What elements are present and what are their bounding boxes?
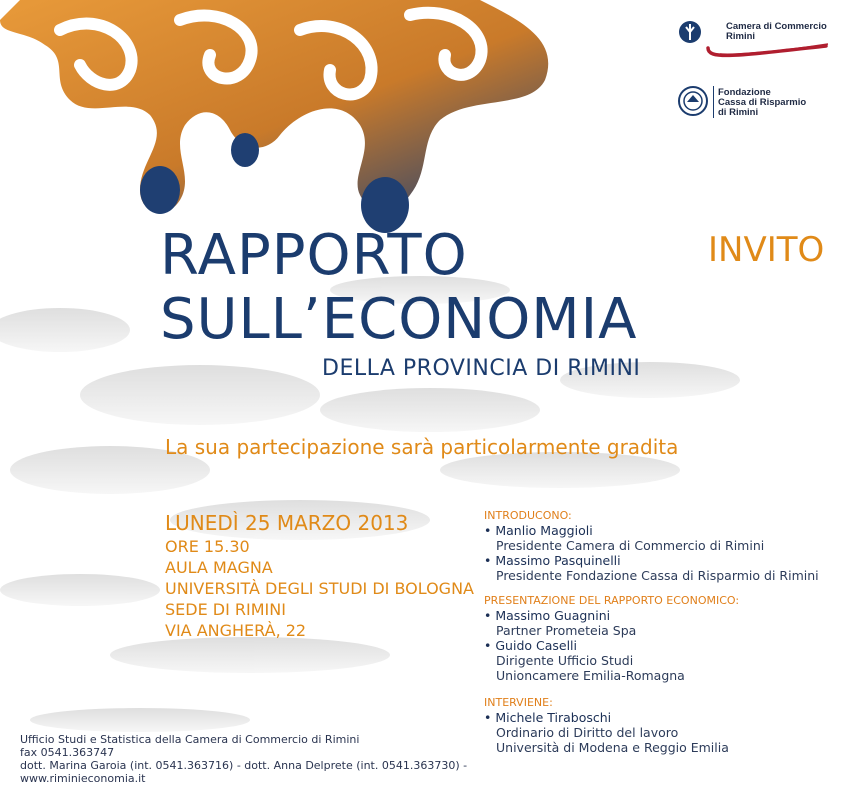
footer-contacts-people: dott. Marina Garoia (int. 0541.363716) - dott. Anna Delprete (int. 0541.363730) - [20,759,468,772]
organic-shape [0,0,548,233]
event-details [165,510,474,641]
interviene-heading: INTERVIENE: [484,696,553,709]
fondazione-divider [713,86,714,118]
speaker-item [484,710,844,755]
introducono-heading: INTRODUCONO: [484,509,572,522]
speaker-name-text: Massimo Pasquinelli [495,553,621,568]
footer-fax: fax 0541.363747 [20,746,115,759]
speaker-name-text: Michele Tiraboschi [495,710,612,725]
footer-contacts [20,733,467,785]
title-line-1: RAPPORTO [160,223,468,288]
fondazione-label [718,88,806,118]
fondazione-emblem-icon [678,86,708,116]
title-line-2: SULL’ECONOMIA [160,287,638,352]
speaker-role: Presidente Camera di Commercio di Rimini [496,538,765,553]
speaker-name-text: Massimo Guagnini [495,608,611,623]
speaker-role: Dirigente Ufficio Studi [496,653,634,668]
event-address: VIA ANGHERÀ, 22 [165,621,307,640]
tagline: La sua partecipazione sarà particolarmente gradita [165,435,679,459]
event-venue-3: SEDE DI RIMINI [165,600,286,619]
speaker-name: • Massimo Pasquinelli [484,553,621,568]
fondazione-logo [678,86,838,122]
footer-office: Ufficio Studi e Statistica della Camera di Commercio di Rimini [20,733,360,746]
speaker-name-text: Manlio Maggioli [495,523,593,538]
fondazione-line2: Cassa di Risparmio [718,97,807,108]
program [484,508,844,755]
speaker-item [484,553,844,583]
fondazione-line1: Fondazione [718,87,771,98]
event-venue-1: AULA MAGNA [165,558,273,577]
invito-label: INVITO [708,230,825,270]
speaker-name: • Manlio Maggioli [484,523,593,538]
speaker-name: • Michele Tiraboschi [484,710,612,725]
speaker-role: Presidente Fondazione Cassa di Risparmio di Rimini [496,568,819,583]
speaker-item [484,608,844,638]
subtitle: DELLA PROVINCIA DI RIMINI [322,356,641,381]
camera-commercio-line2: Rimini [726,31,756,42]
speaker-role-2: Università di Modena e Reggio Emilia [496,740,729,755]
speaker-role: Partner Prometeia Spa [496,623,637,638]
event-venue-2: UNIVERSITÀ DEGLI STUDI DI BOLOGNA [165,579,474,598]
event-time: ORE 15.30 [165,537,250,556]
camera-commercio-logo [678,18,833,58]
camera-commercio-swoosh-icon [706,36,831,58]
speaker-item [484,638,844,683]
camera-commercio-emblem-icon [678,20,702,44]
speaker-role: Ordinario di Diritto del lavoro [496,725,679,740]
footer-website-link[interactable]: www.riminieconomia.it [20,772,146,785]
speaker-item [484,523,844,553]
speaker-name: • Massimo Guagnini [484,608,611,623]
speaker-name: • Guido Caselli [484,638,578,653]
speaker-role-2: Unioncamere Emilia-Romagna [496,668,685,683]
speaker-name-text: Guido Caselli [495,638,578,653]
camera-commercio-line1: Camera di Commercio [726,21,827,32]
event-date: LUNEDÌ 25 MARZO 2013 [165,511,409,535]
fondazione-line3: di Rimini [718,107,759,118]
presentazione-heading: PRESENTAZIONE DEL RAPPORTO ECONOMICO: [484,594,740,607]
